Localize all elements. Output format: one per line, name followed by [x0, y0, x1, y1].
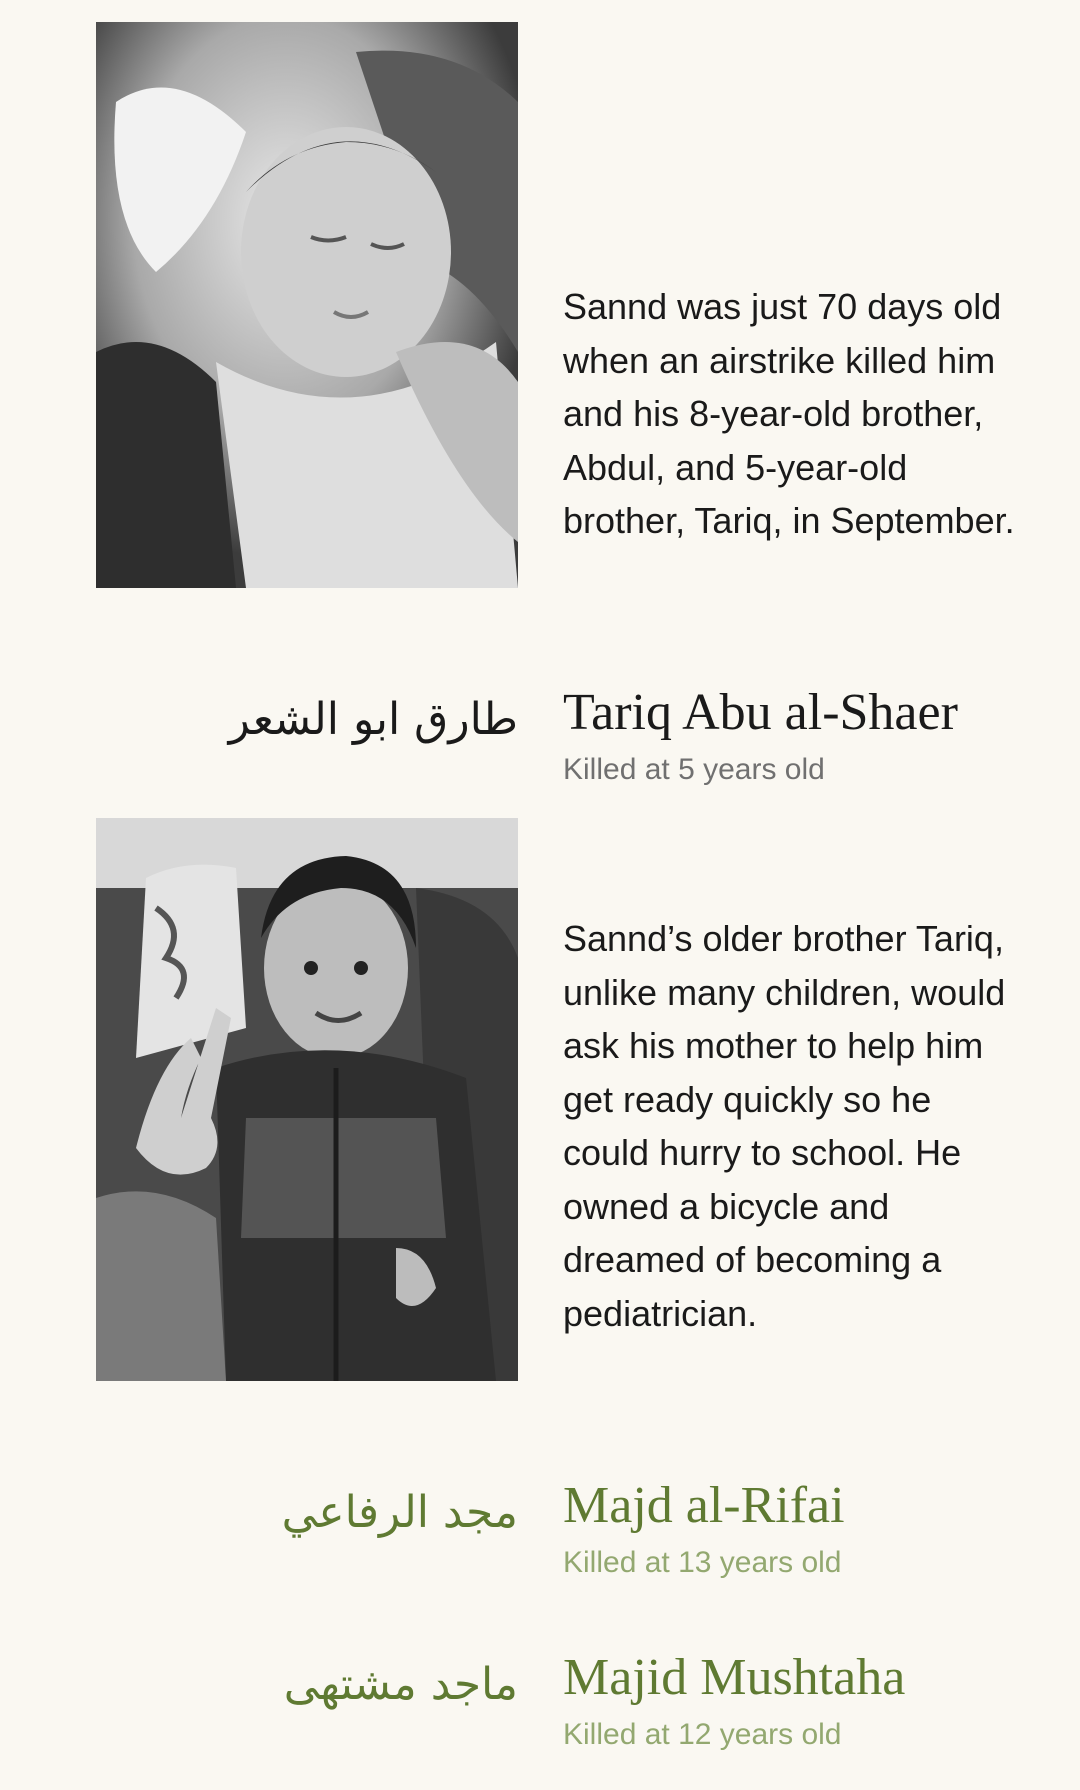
arabic-name-majd: مجد الرفاعي [281, 1487, 518, 1538]
sannd-caption: Sannd was just 70 days old when an airstrike killed him and his 8-year-old brother, Abdul, and 5-year-old brother, Tariq, in September. [563, 286, 1015, 541]
victim-age-majid: Killed at 12 years old [563, 1718, 842, 1751]
child-peace-sign-photo-icon [96, 818, 518, 1381]
victim-age-majd: Killed at 13 years old [563, 1546, 842, 1579]
victim-age-tariq: Killed at 5 years old [563, 753, 825, 786]
baby-photo-icon [96, 22, 518, 588]
arabic-name-tariq: طارق ابو الشعر [228, 694, 518, 745]
sannd-photo [96, 22, 518, 588]
tariq-caption: Sannd’s older brother Tariq, unlike many children, would ask his mother to help him get ready quickly so he could hurry to school. He owned a bicycle and dreamed of becoming a pediatrician. [563, 918, 1006, 1334]
arabic-name-majid: ماجد مشتهى [283, 1659, 518, 1710]
tariq-photo [96, 818, 518, 1381]
victim-name-majid: Majid Mushtaha [563, 1649, 906, 1706]
victim-name-tariq: Tariq Abu al-Shaer [563, 684, 958, 741]
victim-name-majd: Majd al-Rifai [563, 1477, 845, 1534]
